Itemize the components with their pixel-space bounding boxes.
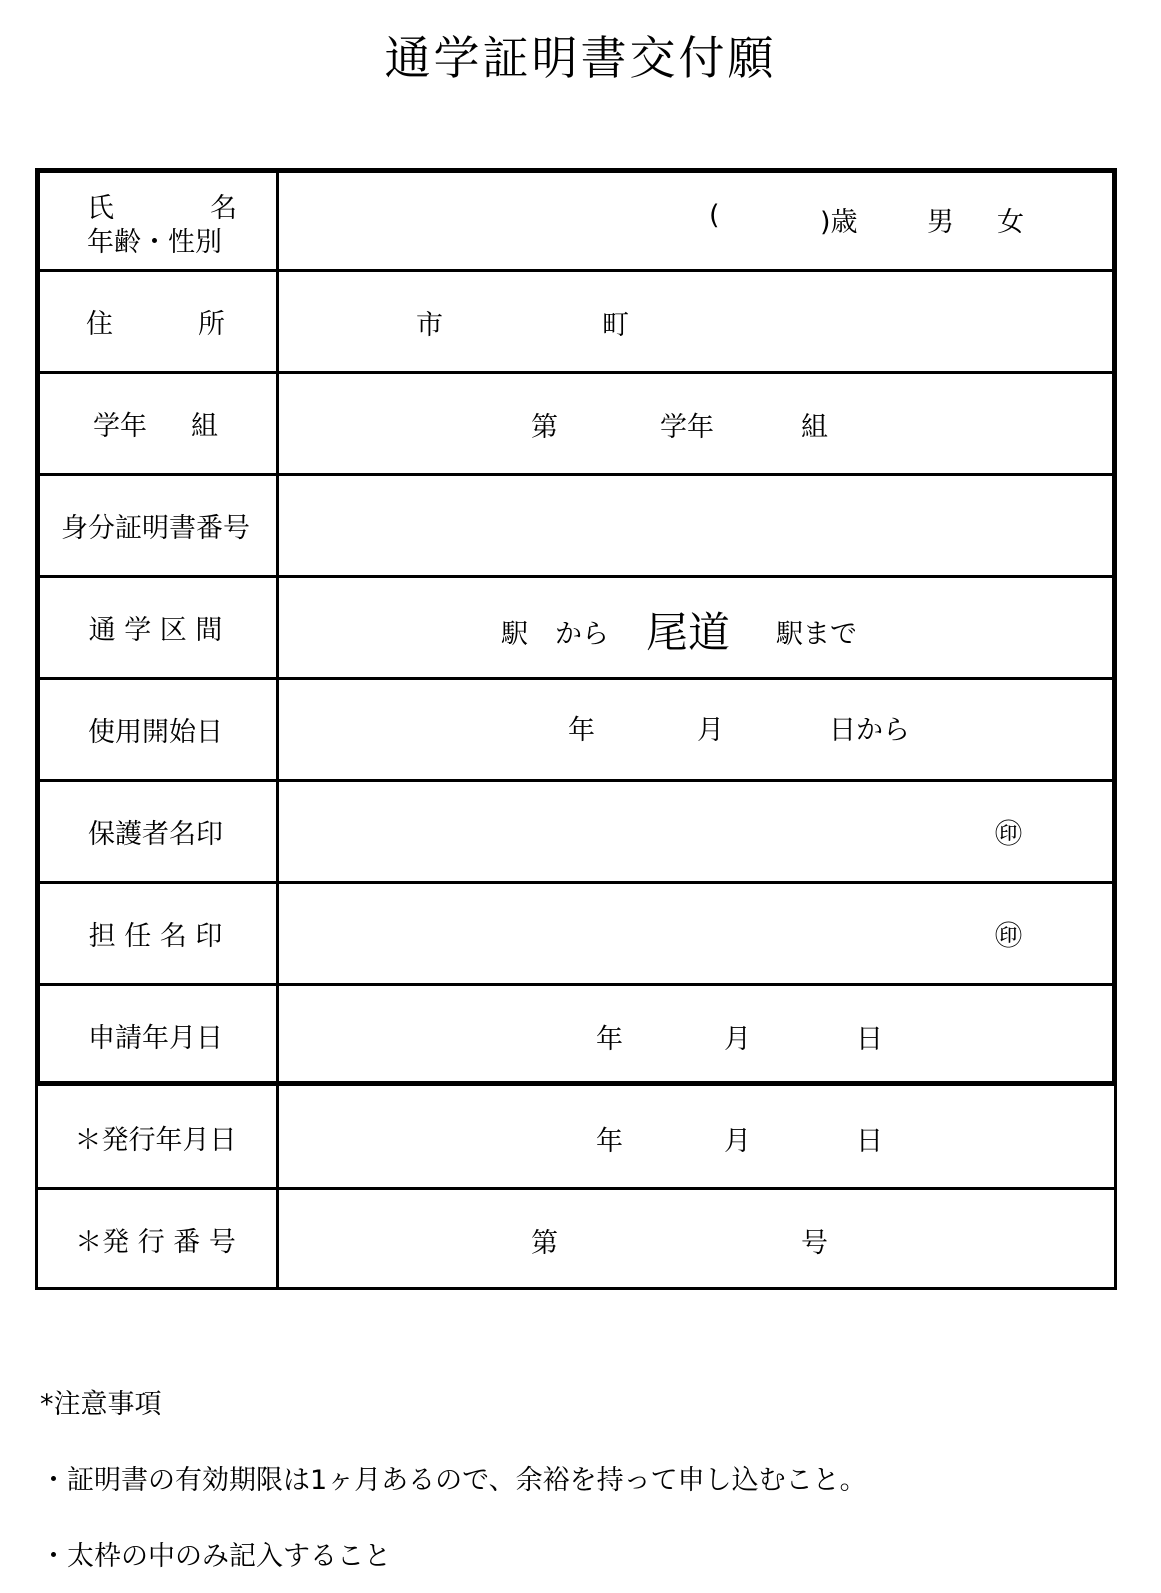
application-form-table [35, 168, 1117, 1290]
label-class: 組 [191, 410, 218, 442]
notes-heading: *注意事項 [40, 1389, 162, 1420]
issue-date-day: 日 [856, 1126, 883, 1157]
issue-date-year: 年 [596, 1126, 623, 1157]
address-town: 町 [602, 310, 629, 341]
label-issue-date: ＊発行年月日 [74, 1124, 237, 1156]
note-item: ・証明書の有効期限は1ヶ月あるので、余裕を持って申し込むこと。 [40, 1465, 867, 1496]
note-item: ・太枠の中のみ記入すること [40, 1541, 391, 1572]
start-date-year: 年 [568, 715, 595, 746]
label-name-char1: 氏 [87, 193, 114, 224]
issue-date-month: 月 [724, 1126, 751, 1157]
address-city: 市 [416, 310, 443, 341]
commute-kara: から [555, 619, 609, 650]
grade-kumi: 組 [801, 412, 828, 443]
grade-gakunen: 学年 [660, 412, 714, 443]
label-teacher-seal: 担 任 名 印 [88, 920, 223, 952]
label-id-number: 身分証明書番号 [61, 512, 250, 544]
age-paren-open: ( [709, 200, 720, 231]
issue-number-go: 号 [801, 1228, 828, 1259]
commute-to-station: 駅まで [776, 619, 857, 650]
commute-from-station: 駅 [501, 619, 528, 650]
apply-date-year: 年 [596, 1024, 623, 1055]
label-name-char2: 名 [210, 193, 237, 224]
grade-dai: 第 [531, 412, 558, 443]
label-issue-number: ＊発 行 番 号 [75, 1226, 236, 1258]
sex-female[interactable]: 女 [997, 207, 1024, 238]
apply-date-day: 日 [856, 1024, 883, 1055]
apply-date-month: 月 [724, 1024, 751, 1055]
issue-number-dai: 第 [531, 1228, 558, 1259]
label-age-sex: 年齢・性別 [87, 227, 222, 258]
label-address-char1: 住 [86, 308, 113, 340]
label-commute-section: 通 学 区 間 [88, 614, 223, 646]
start-date-month: 月 [697, 715, 724, 746]
teacher-seal-mark: ㊞ [995, 921, 1022, 952]
thick-entry-frame [35, 168, 1117, 1086]
label-application-date: 申請年月日 [88, 1022, 223, 1054]
guardian-seal-mark: ㊞ [995, 819, 1022, 850]
age-suffix: )歳 [820, 207, 858, 238]
label-grade: 学年 [93, 410, 147, 442]
commute-destination: 尾道 [646, 608, 731, 657]
label-start-date: 使用開始日 [88, 716, 223, 748]
label-guardian-seal: 保護者名印 [88, 818, 223, 850]
sex-male[interactable]: 男 [927, 207, 954, 238]
start-date-day-from: 日から [829, 715, 910, 746]
page-title: 通学証明書交付願 [384, 31, 777, 85]
label-address-char2: 所 [198, 308, 225, 340]
